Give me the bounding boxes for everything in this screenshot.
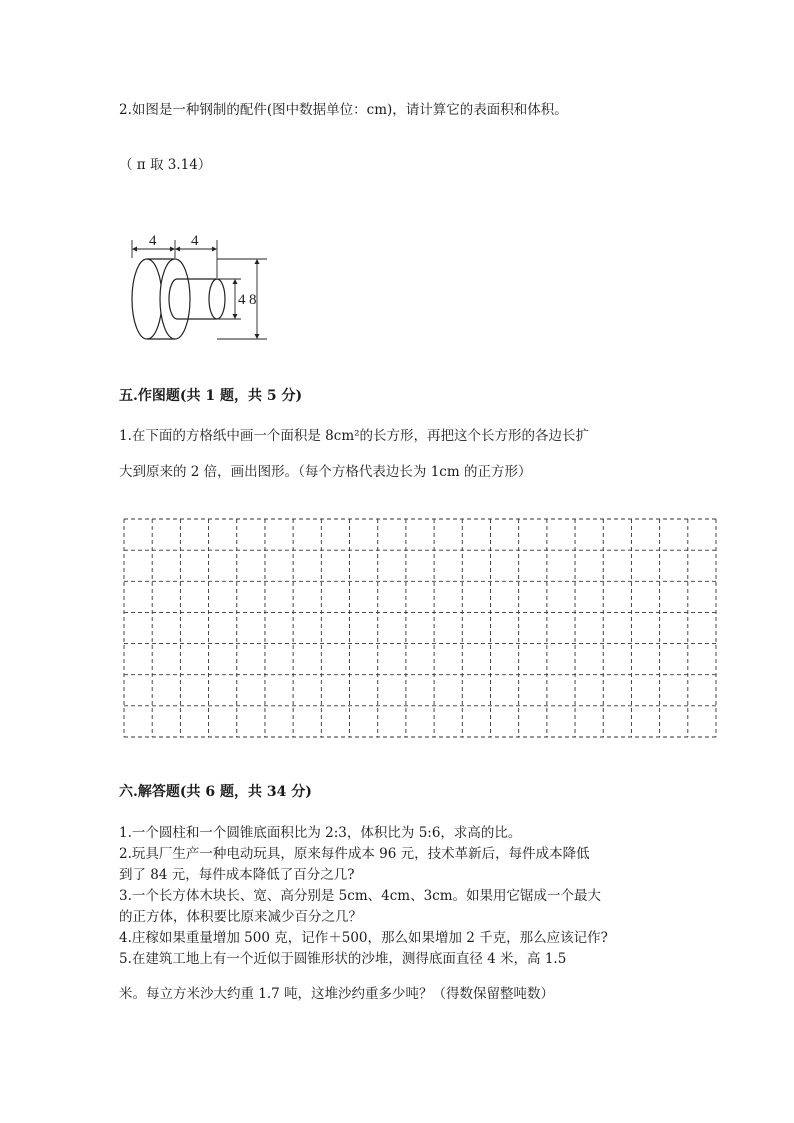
section-5-q1-line2: 大到原来的 2 倍，画出图形。（每个方格代表边长为 1cm 的正方形） bbox=[119, 464, 532, 480]
dim-left-label: 4 bbox=[149, 233, 157, 249]
section-6-line-7: 5.在建筑工地上有一个近似于圆锥形状的沙堆，测得底面直径 4 米，高 1.5 bbox=[119, 951, 567, 967]
section-6-line-8: 米。每立方米沙大约重 1.7 吨，这堆沙约重多少吨？（得数保留整吨数） bbox=[119, 986, 555, 1002]
section-6-line-1: 1.一个圆柱和一个圆锥底面积比为 2:3，体积比为 5:6，求高的比。 bbox=[119, 825, 522, 841]
pi-note: （ π 取 3.14） bbox=[119, 157, 212, 173]
section-6-line-5: 的正方体，体积要比原来减少百分之几？ bbox=[119, 909, 362, 925]
section-5-title: 五.作图题(共 1 题，共 5 分) bbox=[119, 388, 303, 404]
outer-face bbox=[160, 259, 190, 339]
section-5-q1-line1: 1.在下面的方格纸中画一个面积是 8cm²的长方形，再把这个长方形的各边长扩 bbox=[119, 428, 590, 444]
dim-outer-label: 8 bbox=[249, 292, 257, 308]
section-6-line-6: 4.庄稼如果重量增加 500 克，记作＋500，那么如果增加 2 千克，那么应该记作? bbox=[119, 930, 608, 946]
section-6-line-3: 到了 84 元，每件成本降低了百分之几? bbox=[119, 867, 355, 883]
steel-part-figure bbox=[117, 228, 277, 343]
inner-face bbox=[209, 279, 225, 319]
section-6-line-2: 2.玩具厂生产一种电动玩具，原来每件成本 96 元，技术革新后，每件成本降低 bbox=[119, 846, 590, 862]
question-2-text: 2.如图是一种钢制的配件(图中数据单位：cm)，请计算它的表面积和体积。 bbox=[119, 102, 568, 118]
square-grid bbox=[123, 518, 717, 738]
dim-inner-label: 4 bbox=[238, 292, 246, 308]
section-6-title: 六.解答题(共 6 题，共 34 分) bbox=[119, 784, 312, 800]
section-6-line-4: 3.一个长方体木块长、宽、高分别是 5cm、4cm、3cm。如果用它锯成一个最大 bbox=[119, 888, 602, 904]
dim-right-label: 4 bbox=[191, 233, 199, 249]
